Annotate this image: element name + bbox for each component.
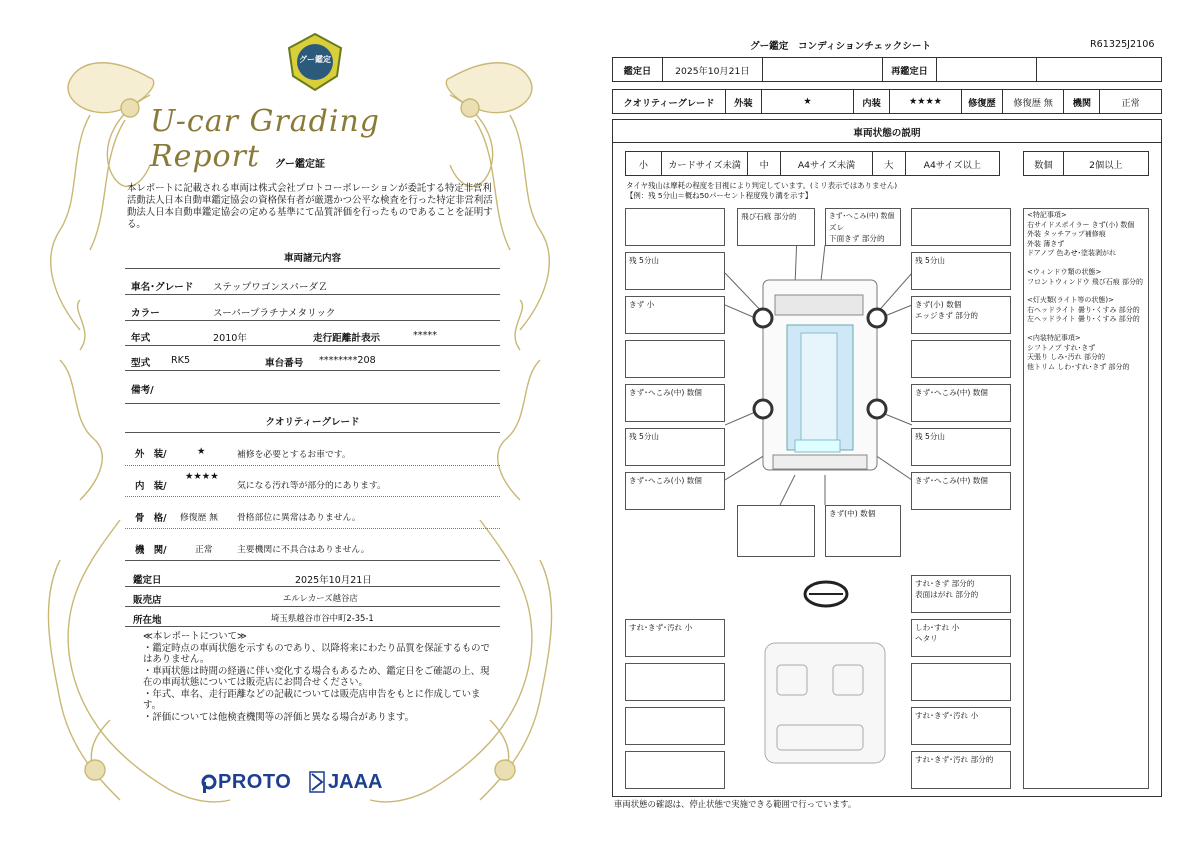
info-row-address	[125, 608, 500, 627]
condition-box	[625, 707, 725, 745]
special-line: <特記事項>	[1027, 211, 1067, 219]
ext-label: 外装	[725, 90, 761, 114]
divider	[125, 432, 500, 433]
condition-box	[625, 384, 725, 422]
size-medium-desc: A4サイズ未満	[781, 152, 873, 176]
special-line: シフトノブ すれ･きず	[1027, 343, 1096, 352]
box-text: 表面はがれ 部分的	[915, 590, 979, 599]
special-line	[1027, 325, 1145, 334]
grade-desc: 補修を必要とするお車です。	[237, 450, 351, 460]
box-text: 残 5分山	[915, 256, 946, 265]
grade-desc: 主要機関に不具合はありません。	[237, 545, 370, 555]
condition-box	[911, 208, 1011, 246]
spec-value: ********208	[319, 355, 376, 366]
spec-label: 車台番号	[265, 358, 304, 369]
sheet-footer: 車両状態の確認は、停止状態で実施できる範囲で行っています。	[614, 799, 857, 809]
spec-value: 2010年	[213, 333, 248, 344]
spec-label: 備考/	[131, 385, 154, 396]
box-text: きず･へこみ(中) 数個	[915, 476, 988, 485]
condition-box	[625, 296, 725, 334]
condition-box	[625, 252, 725, 290]
info-value: 埼玉県越谷市谷中町2-35-1	[271, 613, 374, 623]
special-line: 右ヘッドライト 曇り･くすみ 部分的	[1027, 305, 1140, 314]
grade-value: 正常	[195, 545, 213, 555]
grade-table	[612, 89, 1162, 114]
box-text: すれ･きず 部分的	[915, 579, 975, 588]
special-line: 右サイドスポイラー きず(小) 数個	[1027, 220, 1135, 229]
box-text: すれ･きず･汚れ 小	[915, 711, 979, 720]
spec-label: 車名･グレード	[131, 282, 194, 293]
jaaa-logo: JAAA	[328, 771, 383, 793]
date-table	[612, 57, 1162, 82]
condition-box	[737, 208, 815, 246]
special-notes-box	[1023, 208, 1149, 789]
note-item: ・年式、車名、走行距離などの記載については販売店申告をもとに作成しています。	[143, 688, 481, 711]
tire-note: タイヤ残山は摩耗の程度を目視により判定しています。(ミリ表示ではありません)	[626, 181, 898, 190]
date-label: 鑑定日	[613, 58, 663, 82]
condition-box	[825, 505, 901, 557]
box-text: 残 5分山	[629, 432, 660, 441]
size-small-desc: カードサイズ未満	[661, 152, 748, 176]
report-notes	[143, 631, 493, 723]
grade-row-exterior	[125, 436, 500, 466]
info-label: 販売店	[133, 595, 162, 606]
empty-cell	[937, 58, 1037, 82]
count-desc: 2個以上	[1063, 152, 1148, 176]
grade-row-engine	[125, 531, 500, 561]
condition-box	[911, 296, 1011, 334]
condition-box	[625, 663, 725, 701]
tire-note-example: 【例：残 5分山＝概ね50パーセント程度残り溝を示す】	[626, 191, 813, 200]
box-text: きず(中) 数個	[829, 509, 876, 518]
sheet-code: R61325J2106	[1090, 39, 1155, 50]
condition-box	[911, 384, 1011, 422]
special-line: 左ヘッドライト 曇り･くすみ 部分的	[1027, 315, 1140, 324]
note-item: ・鑑定時点の車両状態を示すものであり、以降将来にわたり品質を保証するものではありません。	[143, 642, 490, 665]
report-title: U-car Grading Report	[150, 104, 380, 174]
spec-row-year	[125, 322, 500, 346]
notes-title: ≪本レポートについて≫	[143, 631, 247, 642]
jaaa-logo-icon	[308, 770, 326, 794]
spec-value: *****	[413, 330, 437, 341]
engine-label: 機関	[1064, 90, 1100, 114]
spec-row-remarks	[125, 374, 500, 404]
section-title: 車両状態の説明	[612, 119, 1162, 143]
box-text: きず･へこみ(小) 数個	[629, 476, 702, 485]
box-text: きず･へこみ(中) 数個	[829, 212, 895, 220]
note-item: ・評価については他検査機関等の評価と異なる場合があります。	[143, 711, 414, 723]
grade-desc: 骨格部位に異常はありません。	[237, 513, 361, 523]
grade-value: ★★★★	[185, 471, 219, 482]
special-line	[1027, 259, 1145, 268]
special-line: 天張り しみ･汚れ 部分的	[1027, 353, 1105, 362]
box-text: すれ･きず･汚れ 小	[629, 623, 693, 632]
box-text: 残 5分山	[629, 256, 660, 265]
condition-box	[737, 505, 815, 557]
empty-cell	[762, 58, 882, 82]
info-row-date	[125, 568, 500, 587]
condition-box	[911, 751, 1011, 789]
proto-logo: PROTO	[218, 771, 292, 793]
int-value: ★★★★	[890, 90, 962, 114]
box-text: きず･へこみ(中) 数個	[629, 388, 702, 397]
special-line: 外装 薄きず	[1027, 239, 1065, 248]
spec-value: スーパープラチナメタリック	[213, 308, 336, 319]
count-legend-table	[1023, 151, 1149, 176]
divider	[125, 268, 500, 269]
grade-row-interior	[125, 467, 500, 497]
spec-label: 走行距離計表示	[313, 333, 381, 344]
condition-box	[911, 252, 1011, 290]
special-line	[1027, 287, 1145, 296]
grade-value: ★	[197, 446, 206, 457]
condition-box	[625, 619, 725, 657]
info-value: 2025年10月21日	[295, 575, 372, 586]
condition-box	[625, 428, 725, 466]
spec-value: ステップワゴンスパーダＺ	[213, 282, 328, 293]
condition-box	[911, 472, 1011, 510]
condition-box	[911, 575, 1011, 613]
size-small-label: 小	[626, 152, 662, 176]
condition-box	[825, 208, 901, 246]
box-text: すれ･きず･汚れ 部分的	[915, 755, 994, 764]
grade-label: 機 関/	[135, 545, 167, 556]
info-label: 所在地	[133, 615, 162, 626]
engine-value: 正常	[1100, 90, 1162, 114]
spec-label: 年式	[131, 333, 151, 344]
info-value: エルレカーズ越谷店	[283, 593, 358, 603]
int-label: 内装	[854, 90, 890, 114]
grade-value: 修復歴 無	[180, 513, 218, 523]
info-row-dealer	[125, 588, 500, 607]
ext-value: ★	[761, 90, 853, 114]
special-line: 他トリム しわ･すれ･きず 部分的	[1027, 362, 1130, 371]
box-text: 飛び石痕 部分的	[741, 212, 797, 221]
proto-logo-icon	[201, 774, 217, 794]
box-text: ヘタリ	[915, 634, 938, 643]
condition-box	[625, 208, 725, 246]
condition-box	[911, 428, 1011, 466]
certificate-title: グー鑑定証	[275, 159, 325, 170]
special-line: <内装特記事項>	[1027, 333, 1081, 342]
quality-label: クオリティーグレード	[613, 90, 726, 114]
grade-label: 骨 格/	[135, 513, 167, 524]
box-text: 下面きず 部分的	[829, 234, 885, 243]
info-label: 鑑定日	[133, 575, 162, 586]
grade-row-frame	[125, 499, 500, 529]
empty-cell	[1037, 58, 1162, 82]
repair-value: 修復歴 無	[1002, 90, 1064, 114]
spec-value: RK5	[171, 355, 191, 366]
box-text: きず 小	[629, 300, 655, 309]
badge-label: グー鑑定	[299, 55, 331, 64]
spec-label: 型式	[131, 358, 151, 369]
special-line: <ウィンドウ類の状態>	[1027, 267, 1102, 276]
box-text: きず･へこみ(中) 数個	[915, 388, 988, 397]
special-line: ドアノブ 色あせ･塗装剥がれ	[1027, 249, 1116, 258]
grade-label: 外 装/	[135, 449, 167, 460]
specs-heading: 車両諸元内容	[283, 253, 341, 264]
condition-box	[625, 751, 725, 789]
spec-label: カラー	[131, 308, 160, 319]
special-line: <灯火類(ライト等の状態)>	[1027, 296, 1114, 305]
box-text: エッジきず 部分的	[915, 311, 979, 320]
condition-box	[911, 663, 1011, 701]
condition-box	[625, 472, 725, 510]
spec-row-model	[125, 347, 500, 371]
grade-desc: 気になる汚れ等が部分的にあります。	[237, 481, 386, 491]
special-line: 外装 タッチアップ補修痕	[1027, 230, 1106, 239]
repair-label: 修復歴	[961, 90, 1002, 114]
quality-heading: クオリティーグレード	[265, 417, 360, 428]
size-large-desc: A4サイズ以上	[905, 152, 999, 176]
grade-label: 内 装/	[135, 481, 167, 492]
condition-box	[625, 340, 725, 378]
spec-row-color	[125, 297, 500, 321]
box-text: しわ･すれ 小	[915, 623, 960, 632]
size-legend-table	[625, 151, 1000, 176]
box-text: ズレ	[829, 223, 845, 232]
count-label: 数個	[1024, 152, 1064, 176]
note-item: ・車両状態は時間の経過に伴い変化する場合もあるため、鑑定日をご確認の上、現在の車両状態については販売店にお問合せください。	[143, 665, 490, 688]
size-large-label: 大	[873, 152, 906, 176]
box-text: 残 5分山	[915, 432, 946, 441]
date-value: 2025年10月21日	[662, 58, 762, 82]
spec-row-name	[125, 271, 500, 295]
box-text: きず(小) 数個	[915, 300, 962, 309]
condition-box	[911, 619, 1011, 657]
certificate-text: 本レポートに記載される車両は株式会社プロトコーポレーションが委託する特定非営利活動法人日本自動車鑑定協会の資格保有者が厳選かつ公平な検査を行った特定非営利活動法人日本自動車鑑定協会の定める基準にて品質評価を行ったものであることを証明する。	[127, 183, 493, 230]
special-line: フロントウィンドウ 飛び石痕 部分的	[1027, 277, 1144, 286]
condition-box	[911, 707, 1011, 745]
reinspect-label: 再鑑定日	[882, 58, 937, 82]
sheet-title: グー鑑定 コンディションチェックシート	[750, 41, 932, 52]
size-medium-label: 中	[748, 152, 781, 176]
condition-check-sheet	[600, 0, 1200, 848]
condition-box	[911, 340, 1011, 378]
